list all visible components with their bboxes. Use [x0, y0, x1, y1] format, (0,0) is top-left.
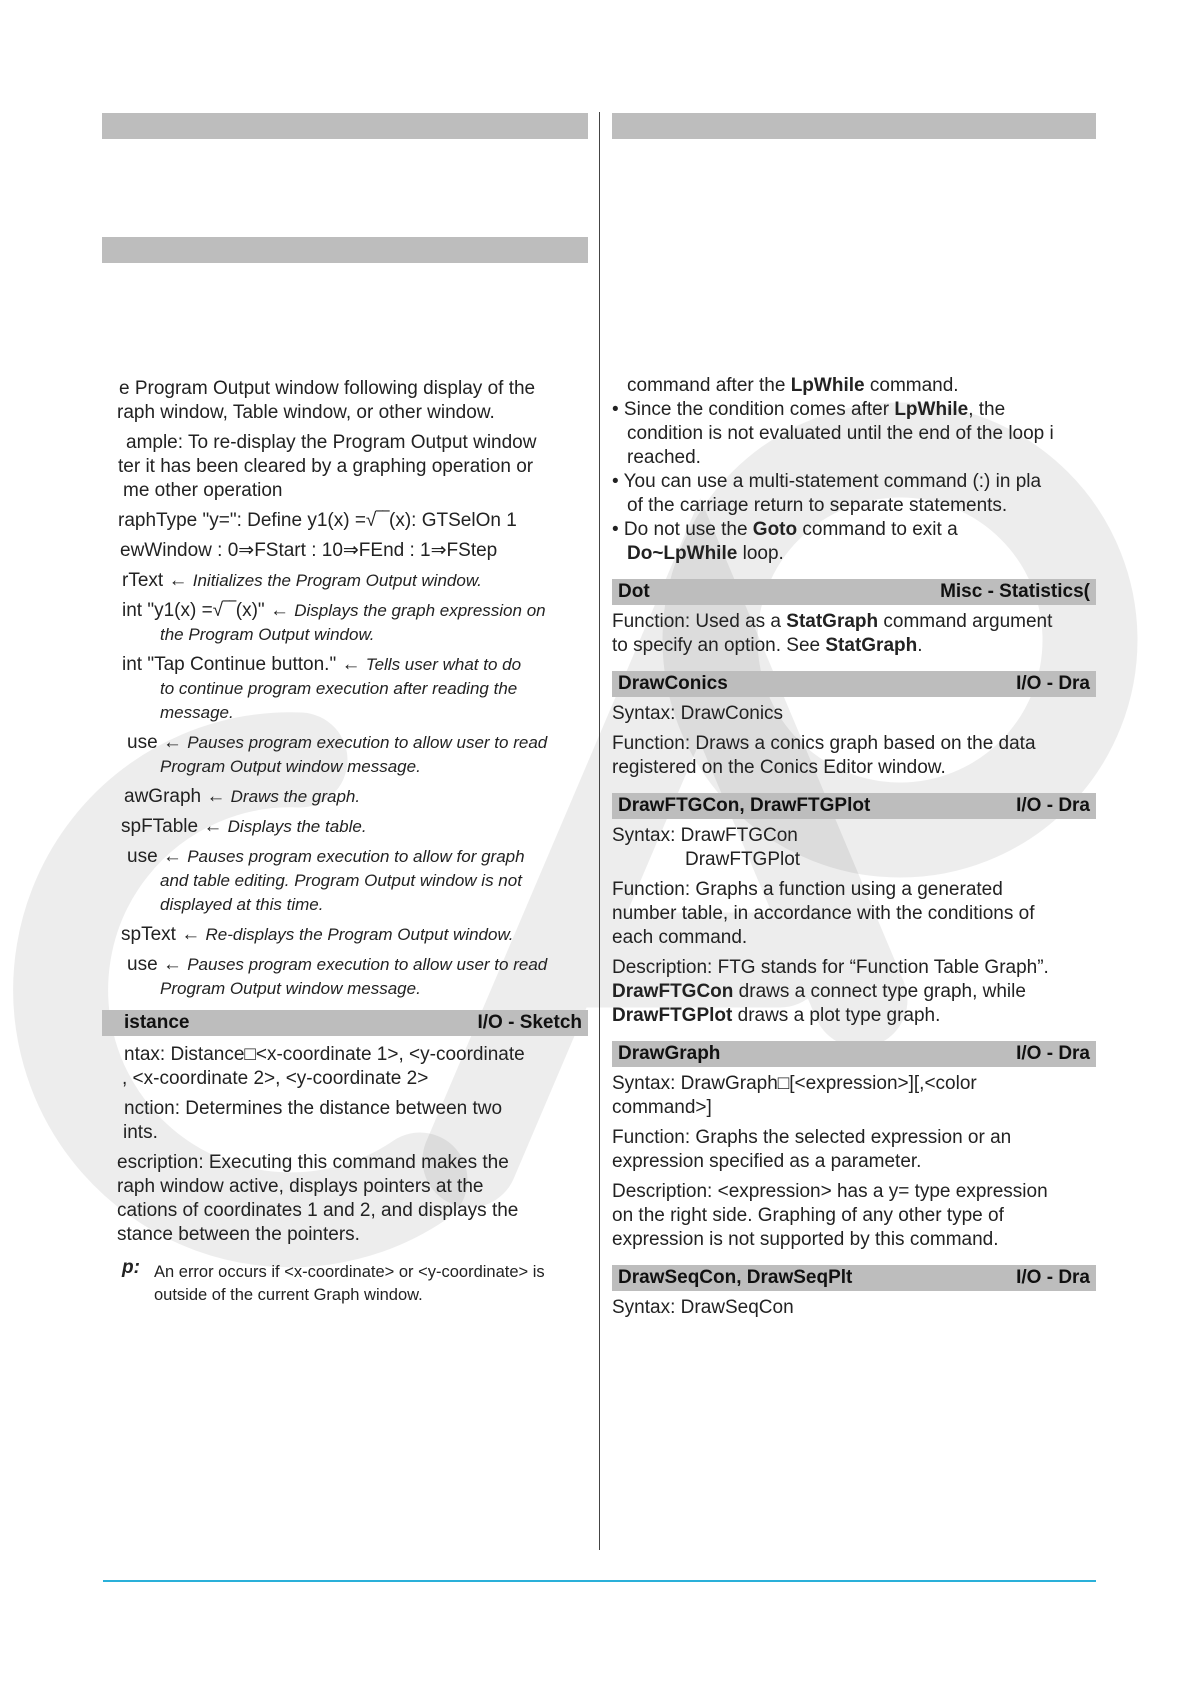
command-category: I/O - Dra — [1016, 1043, 1090, 1064]
text-line: raph window, Table window, or other window. — [117, 402, 495, 423]
syntax-line: Syntax: DrawGraph□[<expression>][,<color — [612, 1073, 977, 1094]
comment-line: Program Output window message. — [160, 979, 421, 998]
command-name: Dot — [618, 581, 650, 602]
syntax-line: DrawFTGPlot — [685, 849, 801, 870]
syntax-line: Syntax: DrawFTGCon — [612, 825, 798, 846]
command-category: I/O - Dra — [1016, 795, 1090, 816]
function-line: Function: Draws a conics graph based on the data — [612, 733, 1036, 754]
text-line: ter it has been cleared by a graphing operation or — [118, 456, 534, 477]
text-line: ample: To re-display the Program Output window — [126, 432, 537, 453]
code-line: use ← Pauses program execution to allow for graph — [127, 846, 525, 867]
description-line: Description: FTG stands for “Function Table Graph”. — [612, 957, 1049, 978]
comment-line: displayed at this time. — [160, 895, 324, 914]
text-line: me other operation — [123, 480, 283, 501]
bullet-line: • Since the condition comes after LpWhile, the — [612, 399, 1006, 420]
description-line: DrawFTGCon draws a connect type graph, while — [612, 981, 1026, 1002]
command-header-drawgraph — [612, 1041, 1096, 1067]
function-line: registered on the Conics Editor window. — [612, 757, 946, 778]
comment-line: and table editing. Program Output window is not — [160, 871, 522, 890]
command-header-distance — [102, 1010, 588, 1036]
description-line: raph window active, displays pointers at the — [117, 1176, 484, 1197]
command-name: DrawGraph — [618, 1043, 721, 1064]
function-line: number table, in accordance with the conditions of — [612, 903, 1035, 924]
text-line: command after the LpWhile command. — [627, 375, 959, 396]
bullet-line: • Do not use the Goto command to exit a — [612, 519, 958, 540]
function-line: Function: Graphs a function using a generated — [612, 879, 1003, 900]
code-line: raphType "y=": Define y1(x) =√‾‾(x): GTSelOn 1 — [118, 510, 517, 531]
function-line: to specify an option. See StatGraph. — [612, 635, 923, 656]
description-line: stance between the pointers. — [117, 1224, 360, 1245]
function-line: each command. — [612, 927, 748, 948]
description-line: on the right side. Graphing of any other type of — [612, 1205, 1004, 1226]
text-line: of the carriage return to separate statements. — [627, 495, 1008, 516]
function-line: nction: Determines the distance between two — [124, 1098, 503, 1119]
tip-label: p: — [122, 1257, 140, 1278]
description-line: cations of coordinates 1 and 2, and displays the — [117, 1200, 519, 1221]
comment-line: to continue program execution after reading the — [160, 679, 518, 698]
comment-line: message. — [160, 703, 234, 722]
function-line: expression specified as a parameter. — [612, 1151, 922, 1172]
bullet-line: • You can use a multi-statement command (:) in pla — [612, 471, 1042, 492]
syntax-line: command>] — [612, 1097, 712, 1118]
code-line: ewWindow : 0⇒FStart : 10⇒FEnd : 1⇒FStep — [120, 540, 498, 561]
command-category: I/O - Sketch — [477, 1012, 582, 1033]
command-category: Misc - Statistics( — [940, 581, 1090, 602]
description-line: escription: Executing this command makes the — [117, 1152, 509, 1173]
syntax-line: ntax: Distance□<x-coordinate 1>, <y-coordinate — [124, 1044, 525, 1065]
section-bar — [102, 113, 588, 139]
command-name: istance — [124, 1012, 190, 1033]
tip-line: An error occurs if <x-coordinate> or <y-coordinate> is — [154, 1263, 545, 1281]
syntax-line: Syntax: DrawSeqCon — [612, 1297, 794, 1318]
command-name: DrawConics — [618, 673, 728, 694]
code-line: awGraph ← Draws the graph. — [124, 786, 361, 807]
function-line: ints. — [123, 1122, 158, 1143]
code-line: rText ← Initializes the Program Output window. — [122, 570, 482, 591]
function-line: Function: Used as a StatGraph command argument — [612, 611, 1053, 632]
text-line: reached. — [627, 447, 701, 468]
text-line: Do~LpWhile loop. — [627, 543, 784, 564]
section-bar — [102, 237, 588, 263]
code-line: use ← Pauses program execution to allow user to read — [127, 732, 548, 753]
command-header-drawftg — [612, 793, 1096, 819]
command-category: I/O - Dra — [1016, 1267, 1090, 1288]
syntax-line: , <x-coordinate 2>, <y-coordinate 2> — [122, 1068, 429, 1089]
text-line: e Program Output window following display of the — [119, 378, 536, 399]
command-name: DrawSeqCon, DrawSeqPlt — [618, 1267, 853, 1288]
code-line: spFTable ← Displays the table. — [121, 816, 367, 837]
column-divider — [599, 112, 600, 1550]
code-line: use ← Pauses program execution to allow user to read — [127, 954, 548, 975]
description-line: expression is not supported by this command. — [612, 1229, 999, 1250]
description-line: DrawFTGPlot draws a plot type graph. — [612, 1005, 941, 1026]
comment-line: the Program Output window. — [160, 625, 375, 644]
command-header-drawconics — [612, 671, 1096, 697]
text-line: condition is not evaluated until the end of the loop i — [627, 423, 1054, 444]
function-line: Function: Graphs the selected expression or an — [612, 1127, 1012, 1148]
footer-rule — [103, 1580, 1096, 1582]
comment-line: Program Output window message. — [160, 757, 421, 776]
code-line: spText ← Re-displays the Program Output window. — [121, 924, 514, 945]
syntax-line: Syntax: DrawConics — [612, 703, 784, 724]
command-name: DrawFTGCon, DrawFTGPlot — [618, 795, 871, 816]
command-header-drawseq — [612, 1265, 1096, 1291]
command-category: I/O - Dra — [1016, 673, 1090, 694]
command-header-dot — [612, 579, 1096, 605]
section-bar — [612, 113, 1096, 139]
code-line: int "Tap Continue button." ← Tells user what to do — [122, 654, 522, 675]
tip-line: outside of the current Graph window. — [154, 1286, 423, 1304]
description-line: Description: <expression> has a y= type expression — [612, 1181, 1048, 1202]
code-line: int "y1(x) =√‾‾(x)" ← Displays the graph expression on — [122, 600, 546, 621]
